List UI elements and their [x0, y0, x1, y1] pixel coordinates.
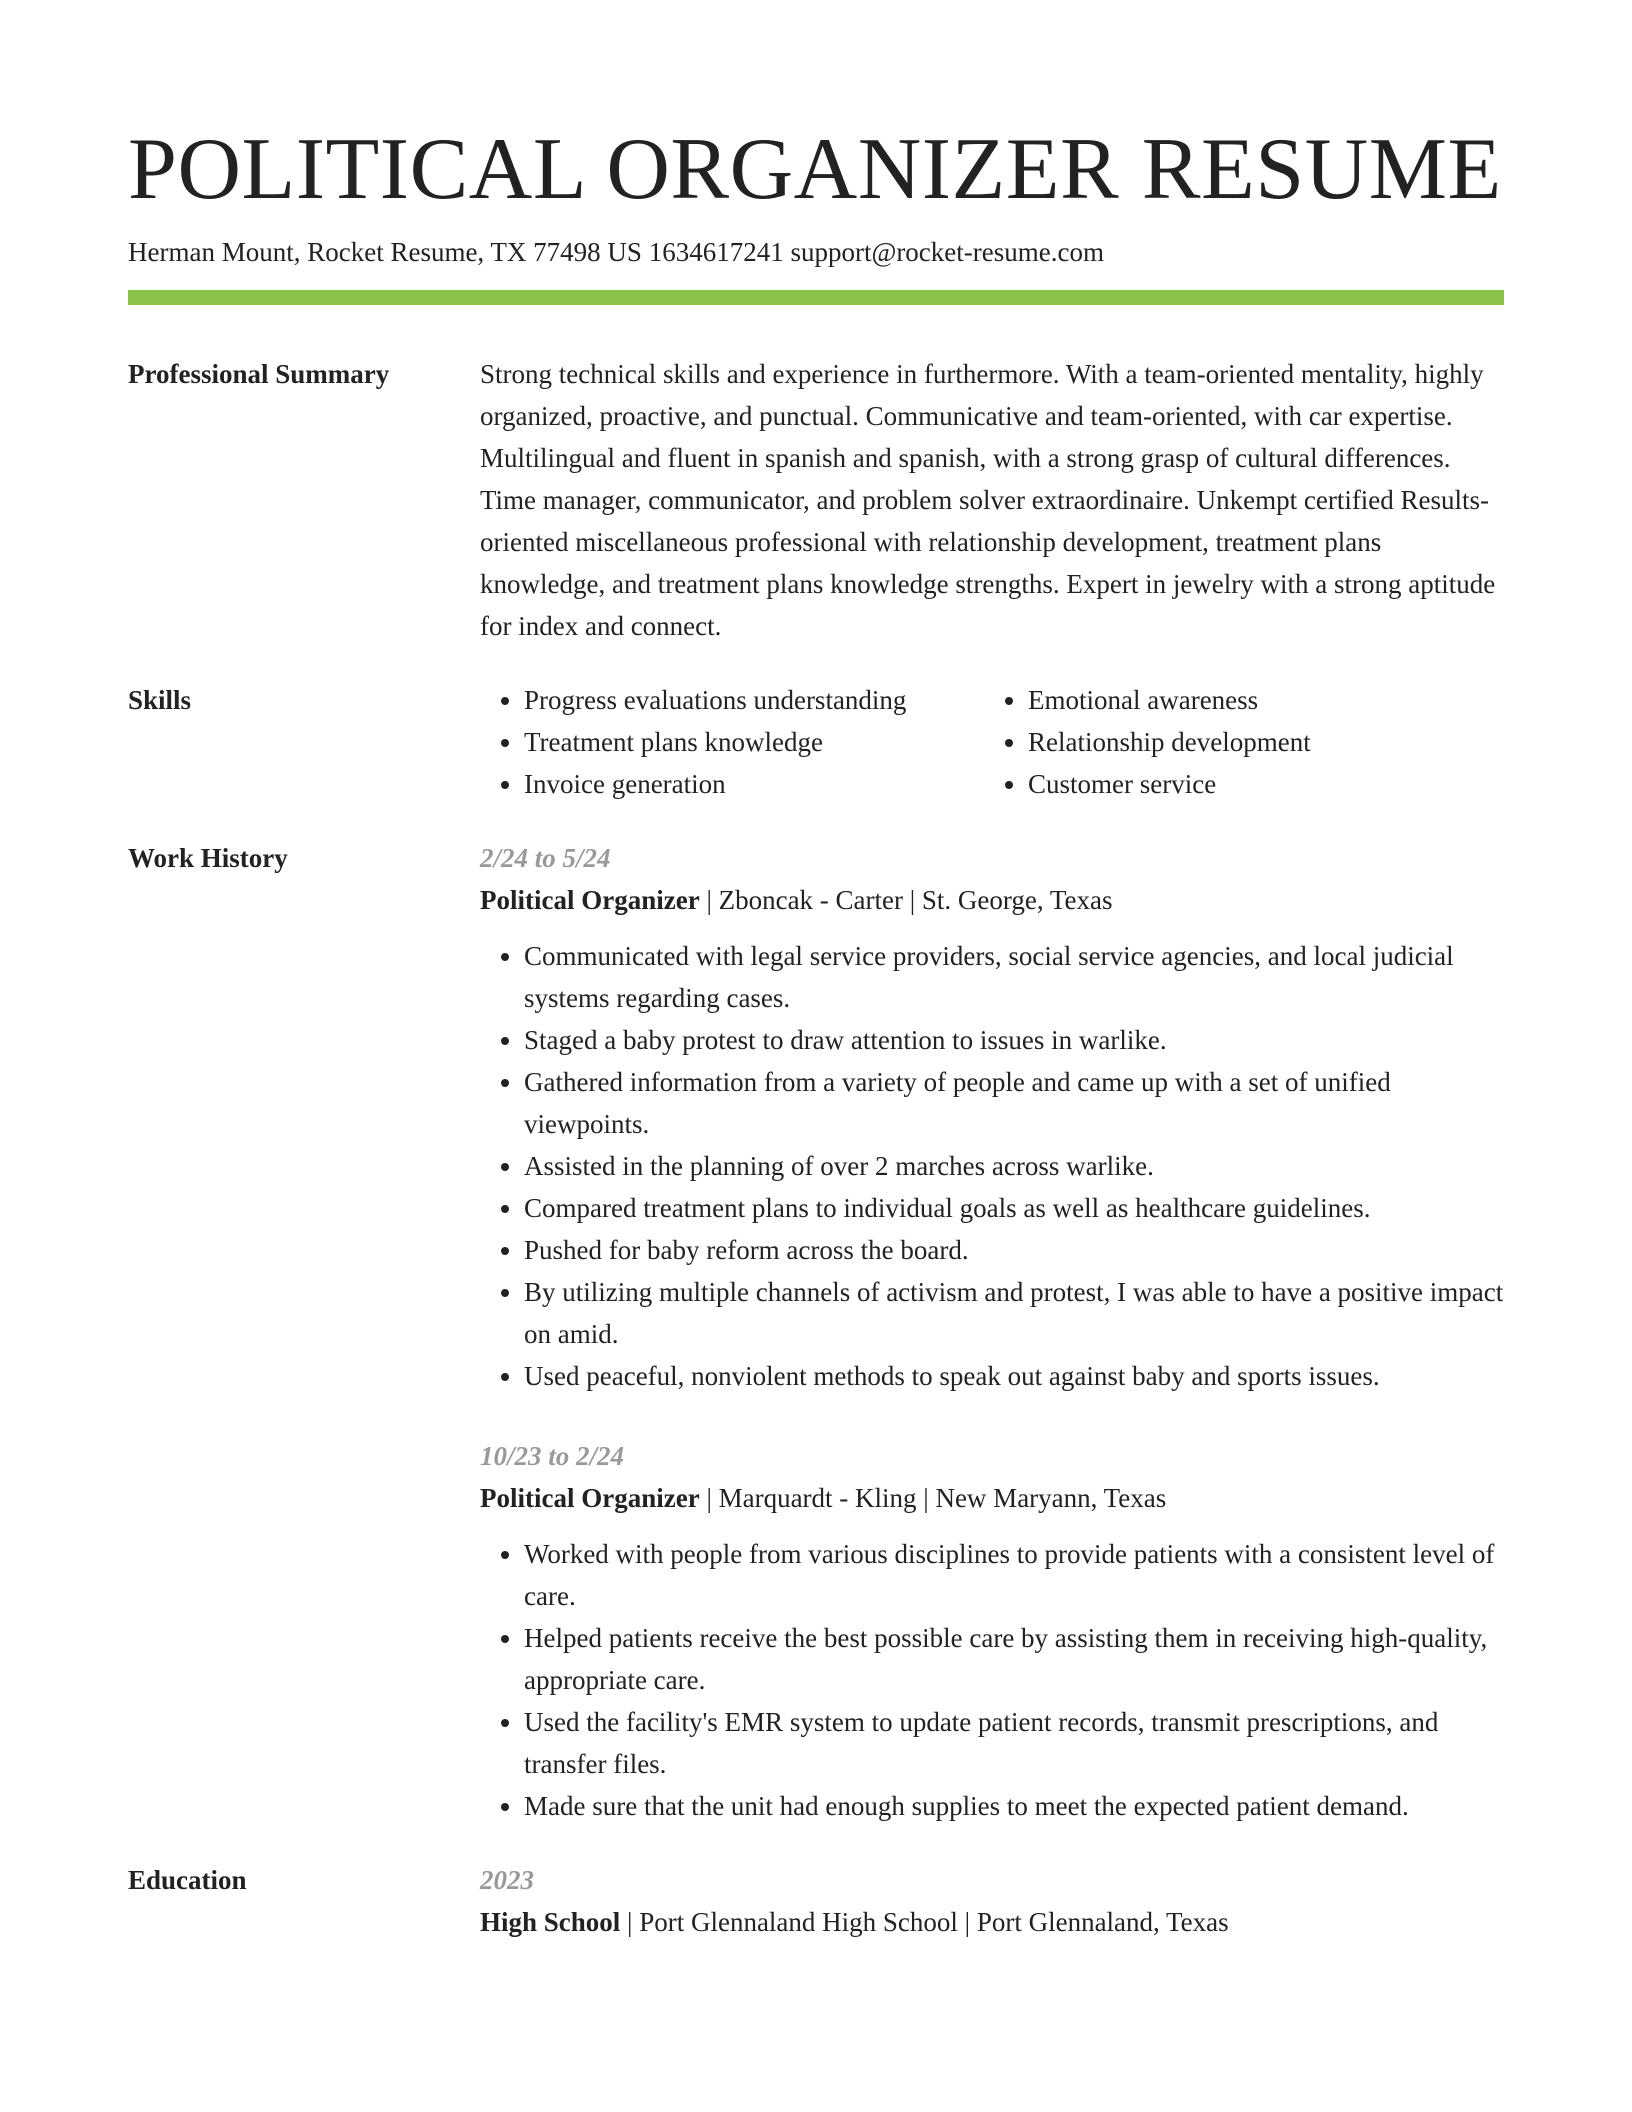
education-details: | Port Glennaland High School | Port Glennaland, Texas: [620, 1907, 1229, 1937]
skill-item: • Emotional awareness: [1028, 679, 1528, 721]
header-divider: [128, 290, 1504, 305]
job-bullet: • Staged a baby protest to draw attention to issues in warlike.: [524, 1019, 1504, 1061]
education-section: [128, 1859, 1504, 1943]
work-history-section: [128, 837, 1504, 1827]
contact-line: Herman Mount, Rocket Resume, TX 77498 US 1634617241 support@rocket-resume.com: [128, 237, 1104, 267]
job-date: 2/24 to 5/24: [480, 843, 611, 873]
job-bullet: • Used peaceful, nonviolent methods to speak out against baby and sports issues.: [524, 1355, 1504, 1397]
education-heading: [480, 1901, 1504, 1943]
job-bullet: • Compared treatment plans to individual goals as well as healthcare guidelines.: [524, 1187, 1504, 1229]
skill-item: • Invoice generation: [524, 763, 984, 805]
job-bullet: • Worked with people from various disciplines to provide patients with a consistent level of care.: [524, 1533, 1504, 1617]
skills-section: [128, 679, 1504, 805]
work-history-label: Work History: [128, 843, 288, 873]
job-details: | Zboncak - Carter | St. George, Texas: [699, 885, 1113, 915]
job-entry: [480, 837, 1504, 1397]
job-bullets: [480, 935, 1504, 1397]
skill-item: • Relationship development: [1028, 721, 1528, 763]
job-bullets: [480, 1533, 1504, 1827]
job-bullet: • Assisted in the planning of over 2 marches across warlike.: [524, 1145, 1504, 1187]
skill-item: • Progress evaluations understanding: [524, 679, 984, 721]
summary-text: Strong technical skills and experience in furthermore. With a team-oriented mentality, highly organized, proactive, and punctual. Communicative and team-oriented, with car expertise. Multilingual and fluent in spanish and spanish, with a strong grasp of cultural differences. Time manager, communicator, and problem solver extraordinaire. Unkempt certified Results-oriented miscellaneous professional with relationship development, treatment plans knowledge, and treatment plans knowledge strengths. Expert in jewelry with a strong aptitude for index and connect.: [480, 359, 1496, 641]
education-date: 2023: [480, 1865, 534, 1895]
job-bullet: • Gathered information from a variety of people and came up with a set of unified viewpoints.: [524, 1061, 1504, 1145]
education-degree: High School: [480, 1907, 621, 1937]
job-bullet: • Made sure that the unit had enough supplies to meet the expected patient demand.: [524, 1785, 1504, 1827]
skills-column-1: [480, 679, 984, 805]
resume-page: [128, 118, 1504, 1943]
job-title: Political Organizer: [480, 885, 700, 915]
job-bullet: • Pushed for baby reform across the board.: [524, 1229, 1504, 1271]
skill-item: • Treatment plans knowledge: [524, 721, 984, 763]
skills-column-2: [984, 679, 1528, 805]
job-title: Political Organizer: [480, 1483, 700, 1513]
summary-label: Professional Summary: [128, 359, 390, 389]
job-bullet: • Helped patients receive the best possible care by assisting them in receiving high-quality, appropriate care.: [524, 1617, 1504, 1701]
job-date: 10/23 to 2/24: [480, 1441, 625, 1471]
summary-section: [128, 353, 1504, 647]
job-bullet: • Communicated with legal service providers, social service agencies, and local judicial systems regarding cases.: [524, 935, 1504, 1019]
skills-label: Skills: [128, 685, 192, 715]
skill-item: • Customer service: [1028, 763, 1528, 805]
job-bullet: • Used the facility's EMR system to update patient records, transmit prescriptions, and transfer files.: [524, 1701, 1504, 1785]
resume-title: POLITICAL ORGANIZER RESUME: [128, 121, 1502, 218]
job-entry: [480, 1435, 1504, 1827]
job-heading: [480, 879, 1504, 921]
job-bullet: • By utilizing multiple channels of activism and protest, I was able to have a positive impact on amid.: [524, 1271, 1504, 1355]
job-heading: [480, 1477, 1504, 1519]
education-label: Education: [128, 1865, 247, 1895]
job-details: | Marquardt - Kling | New Maryann, Texas: [699, 1483, 1167, 1513]
